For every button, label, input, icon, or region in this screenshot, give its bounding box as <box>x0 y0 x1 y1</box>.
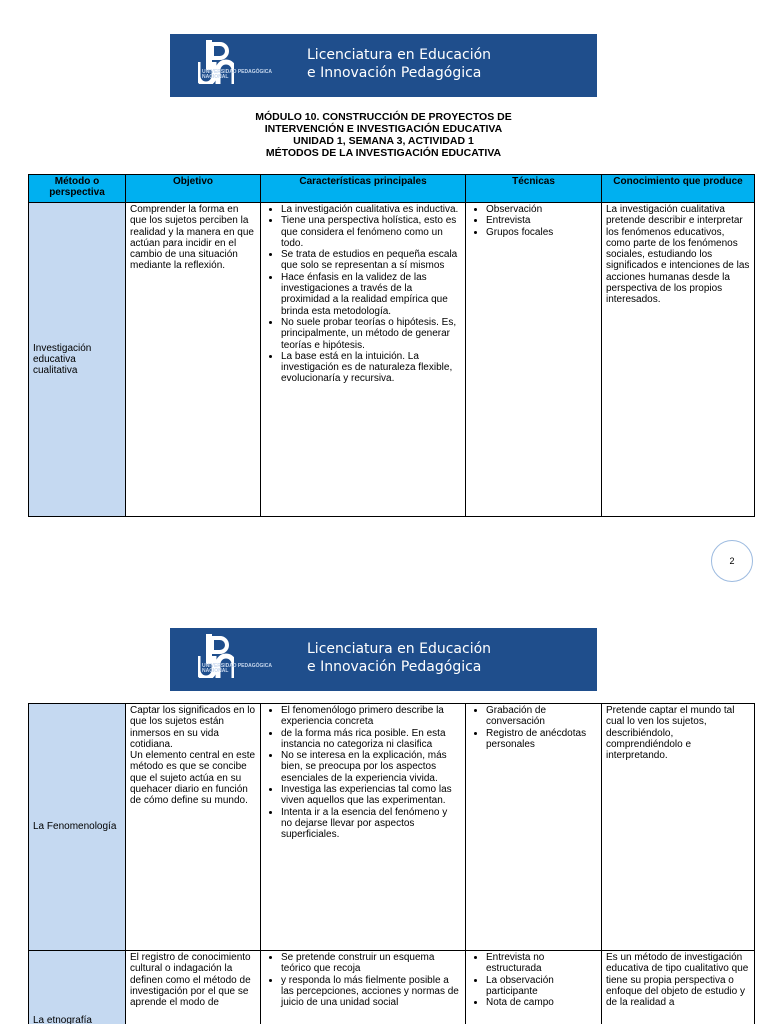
method-cell: La etnografía <box>29 951 126 1024</box>
header-knowledge: Conocimiento que produce <box>602 175 755 203</box>
table-row <box>29 203 755 517</box>
list-item: • La base está en la intuición. La investigación es de naturaleza flexible, evolucionaría y recursiva. <box>281 351 461 385</box>
header-techniques: Técnicas <box>466 175 602 203</box>
knowledge-cell: Es un método de investigación educativa de tipo cualitativo que tiene su propia perspectiva o enfoque del objeto de estudio y de la realidad a <box>602 951 755 1024</box>
list-item: • de la forma más rica posible. En esta instancia no categoriza ni clasifica <box>281 728 461 751</box>
header-banner-page2 <box>170 628 597 691</box>
list-item: • Hace énfasis en la validez de las investigaciones a través de la proximidad a la realidad empírica que brinda esta metodología. <box>281 272 461 317</box>
page2-table-region <box>0 700 768 1024</box>
list-item: • Grupos focales <box>486 227 597 238</box>
list-item: • La observación participante <box>486 975 597 998</box>
objective-line: Un elemento central en este método es que se concibe que el sujeto actúa en su quehacer diario en función de cómo define su mundo. <box>130 750 256 807</box>
method-cell: La Fenomenología <box>29 704 126 951</box>
knowledge-cell: La investigación cualitativa pretende describir e interpretar los fenómenos educativos, como parte de los fenómenos sociales, estudiando los significados e intenciones de las acciones humanas desde la perspectiva de los propios interesados. <box>602 203 755 517</box>
list-item: • Entrevista <box>486 215 597 226</box>
banner-title <box>307 640 491 676</box>
list-item: • Investiga las experiencias tal como las viven aquellos que las experimentan. <box>281 784 461 807</box>
methods-table-continued <box>28 703 755 1024</box>
header-features: Características principales <box>261 175 466 203</box>
objective-cell: Comprender la forma en que los sujetos perciben la realidad y la manera en que actúan para incidir en el cambio de una situación mediante la reflexión. <box>126 203 261 517</box>
banner-title <box>307 46 491 82</box>
list-item: • La investigación cualitativa es inductiva. <box>281 204 461 215</box>
knowledge-cell: Pretende captar el mundo tal cual lo ven los sujetos, describiéndolo, comprendiéndolo e interpretando. <box>602 704 755 951</box>
list-item: • Observación <box>486 204 597 215</box>
list-item: • Se pretende construir un esquema teórico que recoja <box>281 952 461 975</box>
banner-title-line2: e Innovación Pedagógica <box>307 659 482 675</box>
banner-title-line2: e Innovación Pedagógica <box>307 65 482 81</box>
techniques-cell <box>466 704 602 951</box>
table-row <box>29 704 755 951</box>
features-cell <box>261 704 466 951</box>
techniques-cell <box>466 951 602 1024</box>
list-item: • No suele probar teorías o hipótesis. Es, principalmente, un método de generar teorías e hipótesis. <box>281 317 461 351</box>
banner-title-line1: Licenciatura en Educación <box>307 47 492 63</box>
header-banner <box>170 34 597 97</box>
page-number-badge: 2 <box>711 540 753 582</box>
heading-line1: MÓDULO 10. CONSTRUCCIÓN DE PROYECTOS DE <box>255 111 512 123</box>
list-item: • Grabación de conversación <box>486 705 597 728</box>
document-heading <box>170 111 597 159</box>
objective-cell <box>126 704 261 951</box>
heading-line3: UNIDAD 1, SEMANA 3, ACTIVIDAD 1 <box>293 135 474 147</box>
techniques-cell <box>466 203 602 517</box>
header-objective: Objetivo <box>126 175 261 203</box>
list-item: • Registro de anécdotas personales <box>486 728 597 751</box>
features-cell <box>261 951 466 1024</box>
list-item: • No se interesa en la explicación, más bien, se preocupa por los aspectos esenciales de la experiencia vivida. <box>281 750 461 784</box>
heading-line2: INTERVENCIÓN E INVESTIGACIÓN EDUCATIVA <box>264 123 503 135</box>
list-item: • Tiene una perspectiva holística, esto es que considera el fenómeno como un todo. <box>281 215 461 249</box>
objective-line: Captar los significados en lo que los sujetos están inmersos en su vida cotidiana. <box>130 705 256 750</box>
objective-cell: El registro de conocimiento cultural o indagación la definen como el método de investigación por el que se aprende el modo de <box>126 951 261 1024</box>
features-cell <box>261 203 466 517</box>
list-item: • Entrevista no estructurada <box>486 952 597 975</box>
method-cell: Investigación educativa cualitativa <box>29 203 126 517</box>
header-method: Método o perspectiva <box>29 175 126 203</box>
table-row <box>29 951 755 1024</box>
list-item: • Nota de campo <box>486 997 597 1008</box>
methods-table <box>28 174 755 517</box>
heading-line4: MÉTODOS DE LA INVESTIGACIÓN EDUCATIVA <box>265 147 502 159</box>
list-item: • y responda lo más fielmente posible a las percepciones, acciones y normas de juicio de una unidad social <box>281 975 461 1009</box>
logo-subtext: UNIVERSIDAD PEDAGÓGICA NACIONAL <box>202 69 272 80</box>
logo-subtext: UNIVERSIDAD PEDAGÓGICA NACIONAL <box>202 663 272 674</box>
list-item: • Intenta ir a la esencia del fenómeno y no dejarse llevar por aspectos superficiales. <box>281 807 461 841</box>
list-item: • Se trata de estudios en pequeña escala que solo se representan a sí mismos <box>281 249 461 272</box>
banner-title-line1: Licenciatura en Educación <box>307 641 492 657</box>
table-header-row <box>29 175 755 203</box>
list-item: • El fenomenólogo primero describe la experiencia concreta <box>281 705 461 728</box>
